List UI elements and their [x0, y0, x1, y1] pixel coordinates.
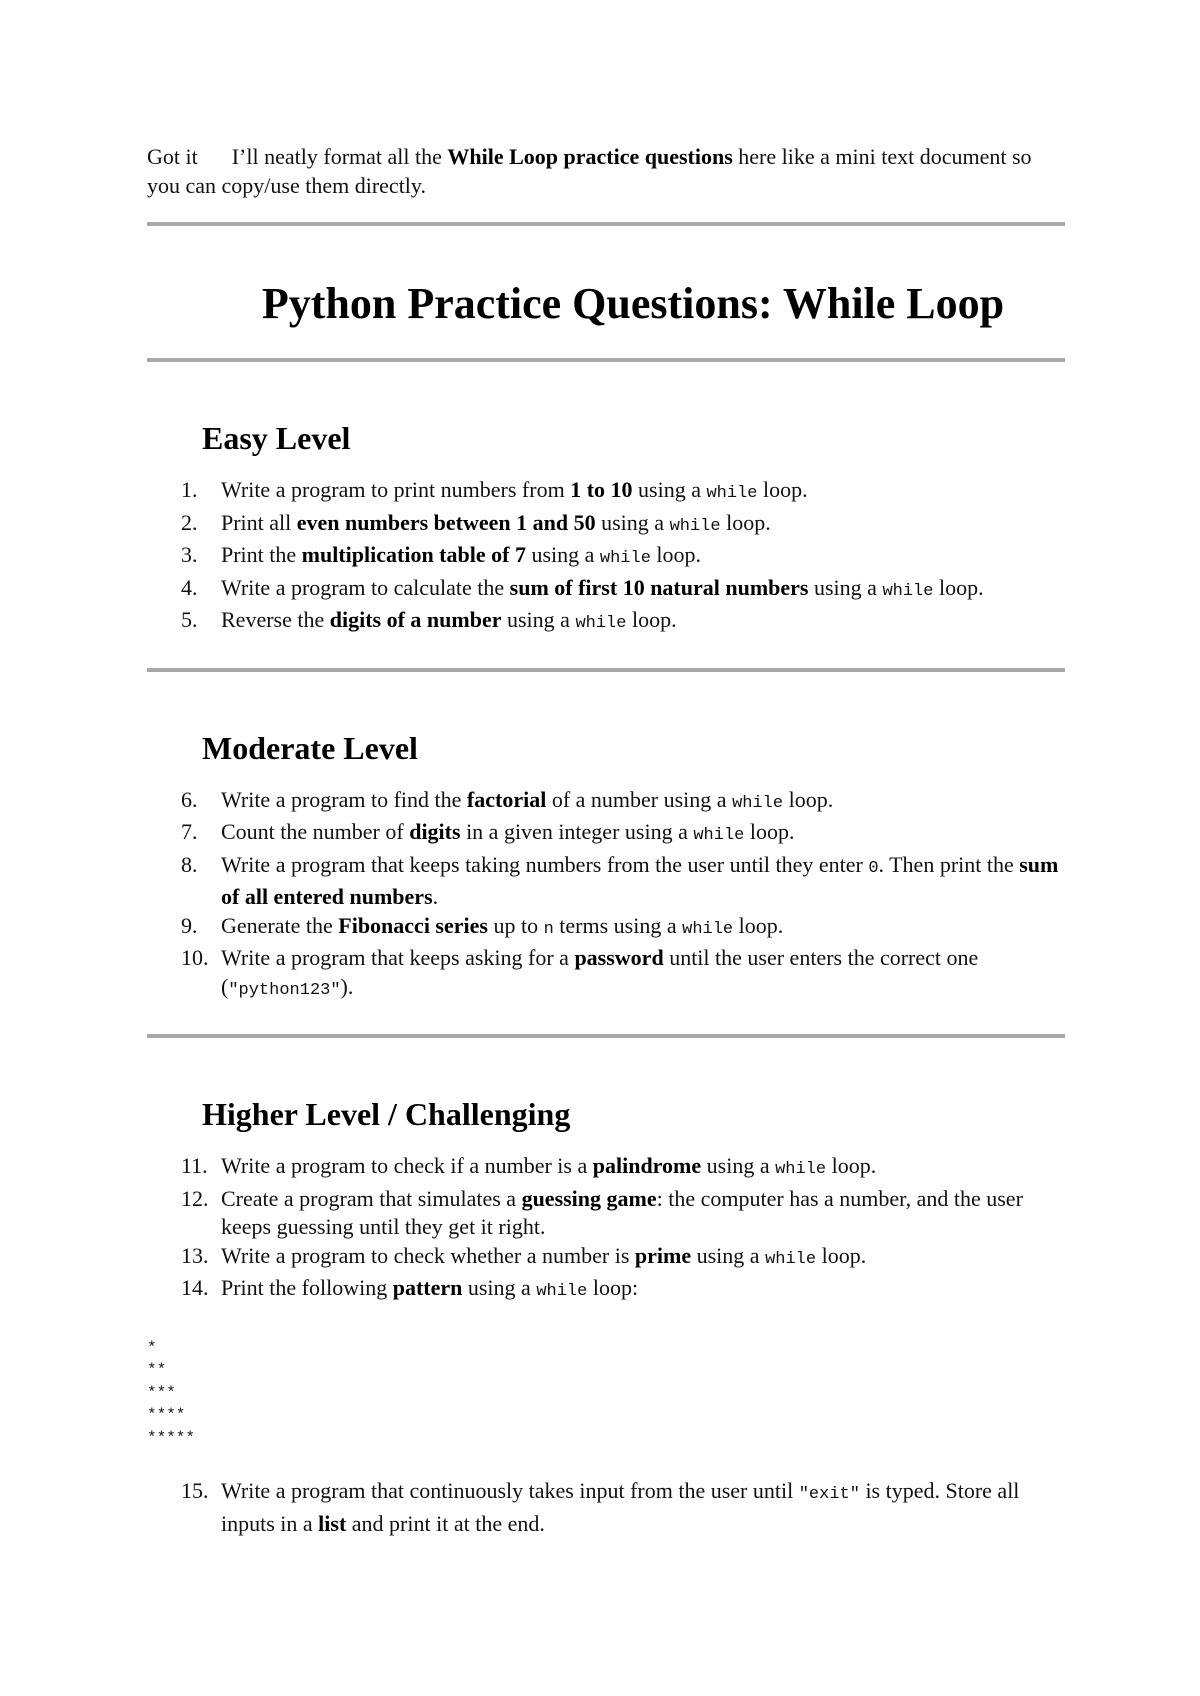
inline-code: while — [693, 826, 745, 845]
text: loop. — [744, 819, 795, 844]
text: using a — [525, 542, 600, 567]
section-heading-moderate: Moderate Level — [202, 729, 418, 766]
text: of a number using a — [546, 786, 733, 812]
text: loop. — [757, 477, 808, 502]
inline-code: while — [682, 919, 734, 939]
text: is typed. Store all inputs in a — [221, 1478, 1020, 1536]
text: terms using a — [553, 912, 683, 938]
text: using a — [691, 1242, 766, 1268]
text: using a — [808, 574, 883, 600]
text: Print all — [221, 509, 297, 535]
list-item-number: 5. — [181, 607, 198, 632]
inline-code: while — [882, 581, 934, 601]
list-item — [147, 912, 1065, 945]
text: using a — [501, 607, 576, 632]
bold-text: 1 to 10 — [570, 477, 633, 502]
text: loop. — [733, 912, 784, 938]
text: loop. — [826, 1153, 877, 1178]
text: Write a program to print numbers from — [221, 477, 571, 502]
text: using a — [701, 1153, 776, 1178]
section-heading-easy: Easy Level — [202, 420, 351, 456]
text: Write a program that keeps asking for a — [221, 945, 575, 970]
text: loop. — [783, 786, 834, 812]
inline-code: while — [669, 516, 721, 536]
list-item-number: 6. — [181, 786, 198, 812]
text: loop. — [933, 574, 984, 600]
text: . Then print the — [878, 851, 1020, 877]
page-title: Python Practice Questions: While Loop — [261, 279, 1005, 328]
text: using a — [632, 477, 707, 502]
text: ). — [340, 973, 354, 999]
list-item — [147, 1477, 1065, 1538]
text: Print the — [221, 542, 302, 567]
list-item — [147, 1274, 1065, 1307]
list-item — [147, 1185, 1065, 1242]
list-item-number: 3. — [181, 542, 198, 567]
list-item — [147, 541, 1065, 574]
inline-code: while — [575, 614, 627, 633]
list-item-number: 2. — [181, 509, 198, 535]
list-item — [147, 1152, 1065, 1185]
list-item-number: 1. — [181, 477, 198, 502]
text: and print it at the end. — [346, 1510, 545, 1536]
text: Print the following — [221, 1275, 393, 1300]
list-item — [147, 574, 1065, 607]
text: in a given integer using a — [460, 819, 694, 844]
list-item-number: 7. — [181, 819, 198, 844]
text: Create a program that simulates a — [221, 1185, 522, 1211]
text: loop: — [587, 1275, 639, 1300]
intro-got-it: Got it — [147, 144, 198, 169]
bold-text: pattern — [392, 1275, 463, 1300]
list-item-number: 4. — [181, 574, 198, 600]
question-list-moderate — [147, 786, 1065, 1006]
list-item — [147, 944, 1065, 1005]
inline-code: while — [775, 1160, 827, 1179]
bold-text: digits of a number — [329, 607, 502, 632]
text: until the user enters the correct one ( — [221, 945, 979, 999]
inline-code: while — [706, 484, 758, 503]
bold-text: palindrome — [592, 1153, 702, 1178]
list-item — [147, 476, 1065, 509]
divider — [147, 1034, 1065, 1038]
text: Write a program to find the — [221, 786, 467, 812]
text: up to — [487, 912, 544, 938]
list-item-number: 11. — [181, 1153, 208, 1178]
inline-code: "python123" — [228, 980, 341, 1000]
list-item — [147, 1242, 1065, 1275]
text: loop. — [816, 1242, 867, 1268]
inline-code: 0 — [868, 858, 879, 878]
inline-code: while — [536, 1282, 588, 1301]
text: : the computer has a number, and the user keeps guessing until they get it right. — [221, 1185, 1023, 1239]
text: using a — [462, 1275, 537, 1300]
bold-text: sum of first 10 natural numbers — [509, 574, 809, 600]
bold-text: sum of all entered numbers — [221, 851, 1059, 909]
list-item-number: 12. — [181, 1185, 209, 1211]
list-item-number: 8. — [181, 851, 198, 877]
inline-code: "exit" — [798, 1485, 860, 1504]
text: loop. — [626, 607, 677, 632]
text: . — [432, 884, 439, 909]
list-item — [147, 851, 1065, 912]
bold-text: digits — [409, 819, 461, 844]
bold-text: even numbers between 1 and 50 — [296, 509, 596, 535]
divider — [147, 668, 1065, 672]
text: Write a program that keeps taking numbers from the user until they enter — [221, 851, 869, 877]
list-item-number: 15. — [181, 1478, 209, 1503]
question-list-higher — [147, 1152, 1065, 1307]
intro-text-before: I’ll neatly format all the — [231, 144, 448, 169]
text: Write a program to check if a number is a — [221, 1153, 593, 1178]
intro-text-after: here like a mini text document so you can copy/use them directly. — [147, 144, 1032, 198]
text: using a — [595, 509, 670, 535]
list-item — [147, 818, 1065, 851]
section-heading-higher: Higher Level / Challenging — [202, 1096, 571, 1132]
inline-code: n — [543, 919, 554, 939]
divider — [147, 222, 1065, 226]
text: Count the number of — [221, 819, 410, 844]
text: loop. — [720, 509, 771, 535]
list-item-number: 9. — [181, 912, 198, 938]
bold-text: prime — [634, 1242, 692, 1268]
text: Reverse the — [221, 607, 330, 632]
list-item — [147, 606, 1065, 639]
bold-text: multiplication table of 7 — [301, 542, 526, 567]
divider — [147, 358, 1065, 362]
list-item-number: 10. — [181, 945, 209, 970]
document-page — [147, 142, 1065, 1538]
bold-text: Fibonacci series — [338, 912, 488, 938]
text: Write a program to calculate the — [221, 574, 510, 600]
bold-text: list — [318, 1510, 347, 1536]
inline-code: while — [599, 549, 651, 568]
intro-bold-text: While Loop practice questions — [447, 144, 733, 169]
star-pattern-code: * ** *** **** ***** — [147, 1338, 196, 1447]
list-item-number: 14. — [181, 1275, 209, 1300]
inline-code: while — [765, 1249, 817, 1269]
text: loop. — [650, 542, 702, 567]
bold-text: password — [574, 945, 664, 970]
list-item-number: 13. — [181, 1242, 209, 1268]
question-list-higher-continued — [147, 1477, 1065, 1538]
question-list-easy — [147, 476, 1065, 639]
list-item — [147, 786, 1065, 819]
text: Generate the — [221, 912, 339, 938]
bold-text: factorial — [466, 786, 547, 812]
text: Write a program that continuously takes input from the user until — [221, 1478, 799, 1503]
list-item — [147, 509, 1065, 542]
intro-paragraph — [147, 142, 1065, 200]
text: Write a program to check whether a number is — [221, 1242, 635, 1268]
bold-text: guessing game — [521, 1185, 657, 1211]
inline-code: while — [732, 793, 784, 813]
